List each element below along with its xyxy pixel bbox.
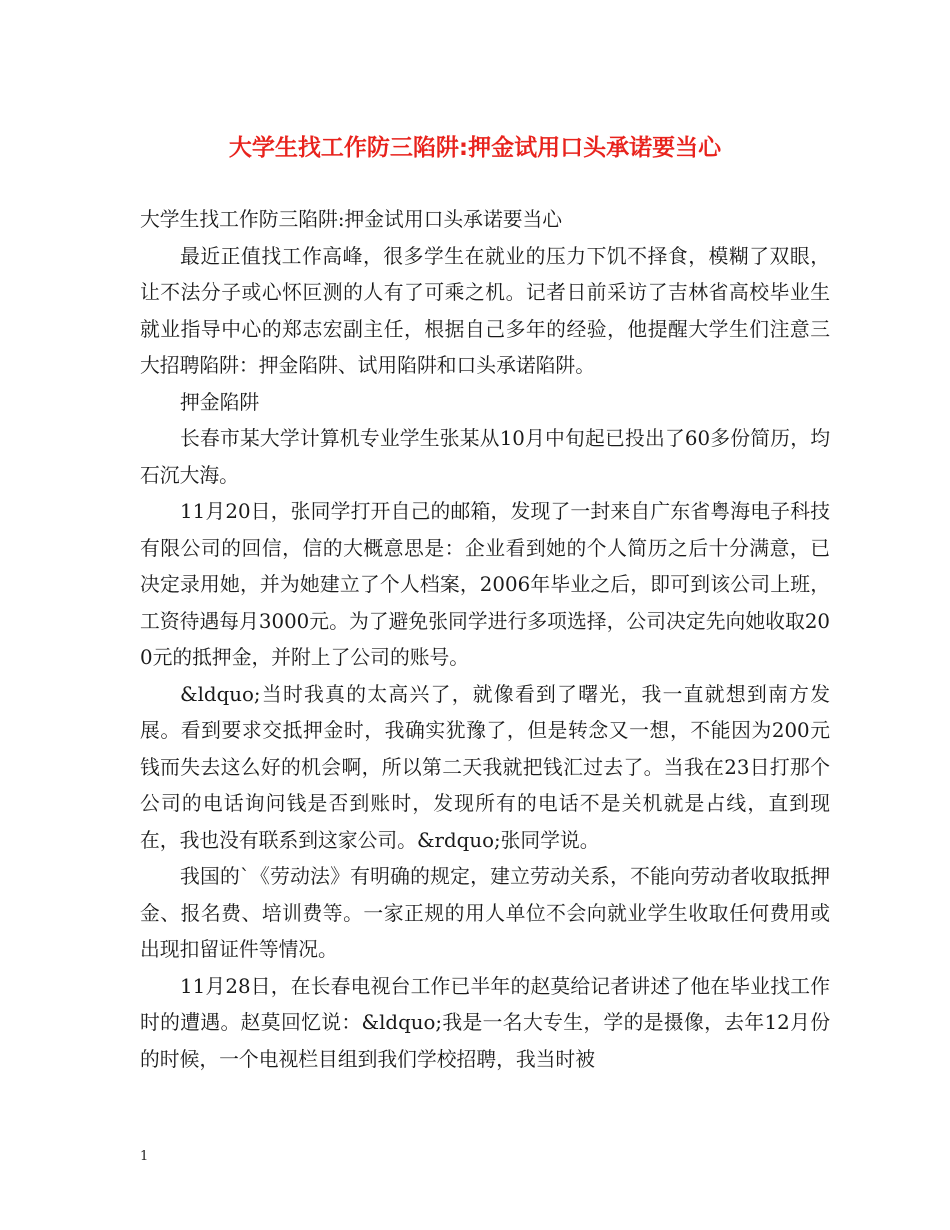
body-paragraph: 11月28日，在长春电视台工作已半年的赵莫给记者讲述了他在毕业找工作时的遭遇。赵莫回忆说：&ldquo;我是一名大专生，学的是摄像，去年12月份的时候，一个电视栏目组到我们学校招聘，我当时被 bbox=[140, 974, 830, 1071]
page-number: 1 bbox=[140, 1149, 149, 1164]
body-paragraph: &ldquo;当时我真的太高兴了，就像看到了曙光，我一直就想到南方发展。看到要求交抵押金时，我确实犹豫了，但是转念又一想，不能因为200元钱而失去这么好的机会啊，所以第二天我就把钱汇过去了。当我在23日打那个公司的电话询问钱是否到账时，发现所有的电话不是关机就是占线，直到现在，我也没有联系到这家公司。&rdquo;张同学说。 bbox=[140, 682, 830, 852]
body-paragraph: 11月20日，张同学打开自己的邮箱，发现了一封来自广东省粤海电子科技有限公司的回信，信的大概意思是：企业看到她的个人简历之后十分满意，已决定录用她，并为她建立了个人档案，2006年毕业之后，即可到该公司上班，工资待遇每月3000元。为了避免张同学进行多项选择，公司决定先向她收取200元的抵押金，并附上了公司的账号。 bbox=[140, 500, 830, 669]
section-heading: 押金陷阱 bbox=[180, 390, 260, 414]
body-paragraph: 大学生找工作防三陷阱:押金试用口头承诺要当心 bbox=[140, 208, 563, 231]
body-paragraph: 长春市某大学计算机专业学生张某从10月中旬起已投出了60多份简历，均石沉大海。 bbox=[140, 427, 830, 487]
document-title: 大学生找工作防三陷阱:押金试用口头承诺要当心 bbox=[228, 135, 722, 161]
document-body bbox=[140, 202, 830, 1078]
body-paragraph: 我国的`《劳动法》有明确的规定，建立劳动关系，不能向劳动者收取抵押金、报名费、培训费等。一家正规的用人单位不会向就业学生收取任何费用或出现扣留证件等情况。 bbox=[140, 865, 830, 961]
body-paragraph: 最近正值找工作高峰，很多学生在就业的压力下饥不择食，模糊了双眼，让不法分子或心怀叵测的人有了可乘之机。记者日前采访了吉林省高校毕业生就业指导中心的郑志宏副主任，根据自己多年的经验，他提醒大学生们注意三大招聘陷阱：押金陷阱、试用陷阱和口头承诺陷阱。 bbox=[140, 244, 830, 377]
